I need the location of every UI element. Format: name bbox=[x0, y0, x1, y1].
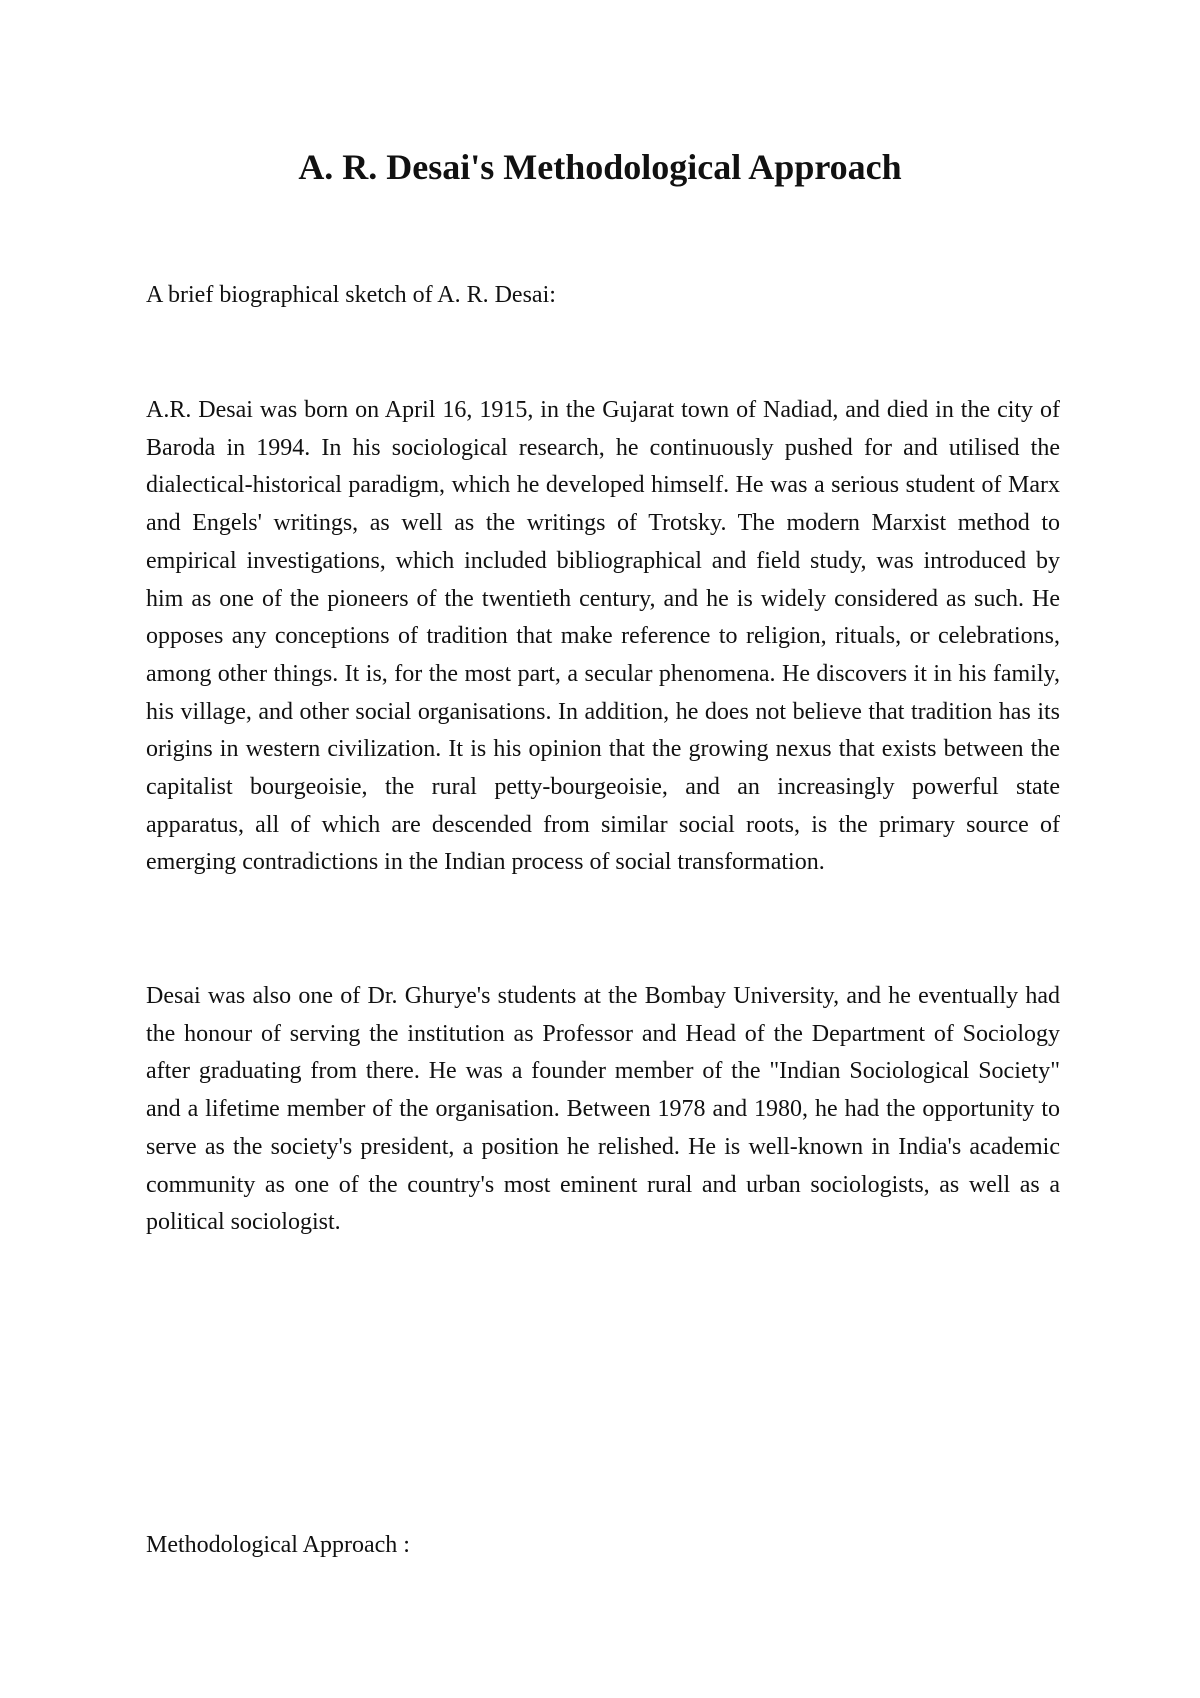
biography-paragraph-2: Desai was also one of Dr. Ghurye's students at the Bombay University, and he eventually had the honour of serving the institution as Professor and Head of the Department of Sociology after graduating from there. He was a founder member of the "Indian Sociological Society" and a lifetime member of the organisation. Between 1978 and 1980, he had the opportunity to serve as the society's president, a position he relished. He is well-known in India's academic community as one of the country's most eminent rural and urban sociologists, as well as a political sociologist. bbox=[146, 983, 1060, 1236]
page-title: A. R. Desai's Methodological Approach bbox=[298, 147, 902, 187]
biography-subheading: A brief biographical sketch of A. R. Desai: bbox=[146, 282, 556, 308]
biography-paragraph-1: A.R. Desai was born on April 16, 1915, in the Gujarat town of Nadiad, and died in the city of Baroda in 1994. In his sociological research, he continuously pushed for and utilised the dialectical-historical paradigm, which he developed himself. He was a serious student of Marx and Engels' writings, as well as the writings of Trotsky. The modern Marxist method to empirical investigations, which included bibliographical and field study, was introduced by him as one of the pioneers of the twentieth century, and he is widely considered as such. He opposes any conceptions of tradition that make reference to religion, rituals, or celebrations, among other things. It is, for the most part, a secular phenomena. He discovers it in his family, his village, and other social organisations. In addition, he does not believe that tradition has its origins in western civilization. It is his opinion that the growing nexus that exists between the capitalist bourgeoisie, the rural petty-bourgeoisie, and an increasingly powerful state apparatus, all of which are descended from similar social roots, is the primary source of emerging contradictions in the Indian process of social transformation. bbox=[146, 397, 1060, 876]
methodological-approach-heading: Methodological Approach : bbox=[146, 1532, 410, 1558]
